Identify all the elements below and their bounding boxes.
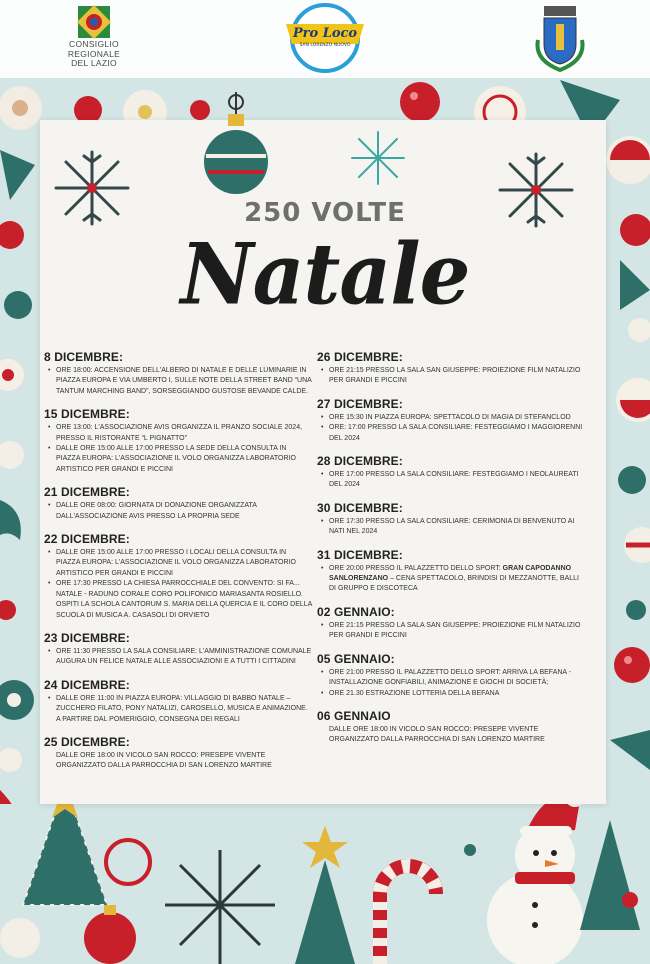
event-list [44, 501, 312, 522]
event-list [44, 366, 312, 397]
events-column-right [317, 350, 585, 756]
event-list [317, 725, 585, 746]
event-list [44, 423, 312, 475]
svg-text:SAN LORENZO NUOVO: SAN LORENZO NUOVO [299, 43, 351, 48]
svg-text:Pro Loco: Pro Loco [292, 26, 358, 41]
event-item: • ORE 18:00: ACCENSIONE DELL'ALBERO DI NATALE E DELLE LUMINARIE IN PIAZZA EUROPA E VIA UMBERTO I, SULLE NOTE DELLA STREET BAND “UNA TANTUM MARCHING BAND”, SORSEGGIANDO GUSTOSE BEVANDE CALDE. [56, 366, 312, 397]
event-date: 30 DICEMBRE: [317, 500, 403, 515]
event-date: 31 DICEMBRE: [317, 547, 403, 562]
event-list [44, 548, 312, 621]
event-item-text: ORE 20:00 PRESSO IL PALAZZETTO DELLO SPORT: [329, 564, 503, 572]
header-logo-bar [0, 0, 650, 78]
event-block [317, 350, 585, 387]
event-block [317, 501, 585, 538]
event-list [317, 413, 585, 444]
event-item-highlight: GRAN CAPODANNO SANLORENZANO [329, 564, 572, 583]
municipal-coat-of-arms-icon [532, 4, 588, 74]
event-block [44, 678, 312, 725]
event-date: 24 DICEMBRE: [44, 677, 130, 692]
event-date: 8 DICEMBRE: [44, 350, 124, 364]
event-block [44, 350, 312, 397]
event-item: • ORE 21:15 PRESSO LA SALA SAN GIUSEPPE: PROIEZIONE FILM NATALIZIO PER GRANDI E PICCINI [329, 621, 585, 642]
event-list [317, 668, 585, 699]
event-item: • ORE 17:30 PRESSO LA SALA CONSILIARE: CERIMONIA DI BENVENUTO AI NATI NEL 2024 [329, 517, 585, 538]
event-block [317, 548, 585, 595]
event-block [317, 652, 585, 699]
event-item: • ORE 15:30 IN PIAZZA EUROPA: SPETTACOLO DI MAGIA DI STEFANCLOD [329, 413, 585, 423]
event-date: 23 DICEMBRE: [44, 630, 130, 645]
event-list [317, 366, 585, 387]
event-block [317, 605, 585, 642]
event-date: 27 DICEMBRE: [317, 396, 403, 411]
event-item [329, 564, 585, 595]
event-list [44, 751, 312, 772]
event-item-text-rest: – CENA SPETTACOLO, BRINDISI DI MEZZANOTTE, BALLI DI GRUPPO E DISCOTECA [329, 575, 579, 593]
event-item: • DALLE ORE 15:00 ALLE 17:00 PRESSO LA SEDE DELLA CONSULTA IN PIAZZA EUROPA: L'ASSOCIAZIONE IL VOLO ORGANIZZA LABORATORIO ARTISTICO PER GRANDI E PICCINI [56, 444, 312, 475]
event-item: • ORE 11:30 PRESSO LA SALA CONSILIARE: L'AMMINISTRAZIONE COMUNALE AUGURA UN FELICE NATALE ALLE ASSOCIAZIONI E A TUTTI I CITTADINI [56, 647, 312, 668]
event-item: • DALLE ORE 11:00 IN PIAZZA EUROPA: VILLAGGIO DI BABBO NATALE – ZUCCHERO FILATO, PONY NATALIZI, CAROSELLO, MUSICA E ANIMAZIONE. A PARTIRE DAL POMERIGGIO, CONSEGNA DEI REGALI [56, 694, 312, 725]
event-block [44, 485, 312, 522]
event-item: DALLE ORE 18:00 IN VICOLO SAN ROCCO: PRESEPE VIVENTE ORGANIZZATO DALLA PARROCCHIA DI SAN LORENZO MARTIRE [329, 725, 545, 744]
lazio-logo-line-3: DEL LAZIO [71, 58, 117, 68]
event-item: • ORE 21:00 PRESSO IL PALAZZETTO DELLO SPORT: ARRIVA LA BEFANA - INSTALLAZIONE GONFIABILI, ANIMAZIONE E GIOCHI DI SOCIETÀ; [329, 668, 585, 689]
event-block [44, 631, 312, 668]
event-date: 02 GENNAIO: [317, 604, 395, 619]
event-list [317, 517, 585, 538]
event-block [44, 532, 312, 621]
event-date: 05 GENNAIO: [317, 651, 395, 666]
event-item: • ORE 13:00: L'ASSOCIAZIONE AVIS ORGANIZZA IL PRANZO SOCIALE 2024, PRESSO IL RISTORANTE “L PIGNATTO” [56, 423, 312, 444]
event-list [44, 694, 312, 725]
event-item: • ORE 17:30 PRESSO LA CHIESA PARROCCHIALE DEL CONVENTO: SI FA... NATALE - RADUNO CORALE CORO POLIFONICO MARIASANTA ROSIELLO. OSPITI LA SCHOLA CANTORUM S. MARIA DELLA QUERCIA E IL CORO DELLA SCUOLA DI MUSICA A. CASASOLI DI ORVIETO [56, 579, 312, 621]
event-block [317, 454, 585, 491]
event-list [317, 621, 585, 642]
event-date: 25 DICEMBRE: [44, 734, 130, 749]
event-block [317, 709, 585, 746]
hanging-ornament-icon [204, 92, 268, 204]
events-column-left [44, 350, 312, 782]
event-block [317, 397, 585, 444]
consiglio-regionale-lazio-logo [48, 4, 140, 72]
event-list [317, 564, 585, 595]
snowflake-center-icon [348, 128, 408, 188]
event-item: • DALLE ORE 15:00 ALLE 17:00 PRESSO I LOCALI DELLA CONSULTA IN PIAZZA EUROPA: L'ASSOCIAZIONE IL VOLO ORGANIZZA LABORATORIO ARTISTICO PER GRANDI E PICCINI [56, 548, 312, 579]
pro-loco-logo-icon [280, 2, 370, 74]
event-date: 15 DICEMBRE: [44, 407, 130, 422]
event-item: • ORE 21:15 PRESSO LA SALA SAN GIUSEPPE: PROIEZIONE FILM NATALIZIO PER GRANDI E PICCINI [329, 366, 585, 387]
event-date: 22 DICEMBRE: [44, 532, 130, 547]
event-item: • ORE: 17:00 PRESSO LA SALA CONSILIARE: FESTEGGIAMO I MAGGIORENNI DEL 2024 [329, 423, 585, 444]
lazio-emblem-icon [76, 4, 112, 40]
event-date: 21 DICEMBRE: [44, 485, 130, 500]
event-date: 26 DICEMBRE: [317, 350, 403, 364]
event-item: • ORE 17:00 PRESSO LA SALA CONSILIARE: FESTEGGIAMO I NEOLAUREATI DEL 2024 [329, 470, 585, 491]
title-250-volte: 250 VOLTE [244, 198, 406, 228]
event-list [317, 470, 585, 491]
title-natale: Natale [180, 224, 470, 324]
event-list [44, 647, 312, 668]
lazio-logo-line-1: CONSIGLIO [69, 39, 119, 49]
event-date: 28 DICEMBRE: [317, 454, 403, 469]
event-item: • ORE 21.30 ESTRAZIONE LOTTERIA DELLA BEFANA [329, 689, 585, 699]
event-item: • DALLE ORE 08:00: GIORNATA DI DONAZIONE ORGANIZZATA DALL'ASSOCIAZIONE AVIS PRESSO LA PROPRIA SEDE [56, 501, 312, 522]
event-item: DALLE ORE 18:00 IN VICOLO SAN ROCCO: PRESEPE VIVENTE ORGANIZZATO DALLA PARROCCHIA DI SAN LORENZO MARTIRE [56, 751, 272, 770]
lazio-logo-line-2: REGIONALE [67, 48, 121, 59]
event-block [44, 407, 312, 475]
event-block [44, 735, 312, 772]
event-date: 06 GENNAIO [317, 708, 391, 723]
